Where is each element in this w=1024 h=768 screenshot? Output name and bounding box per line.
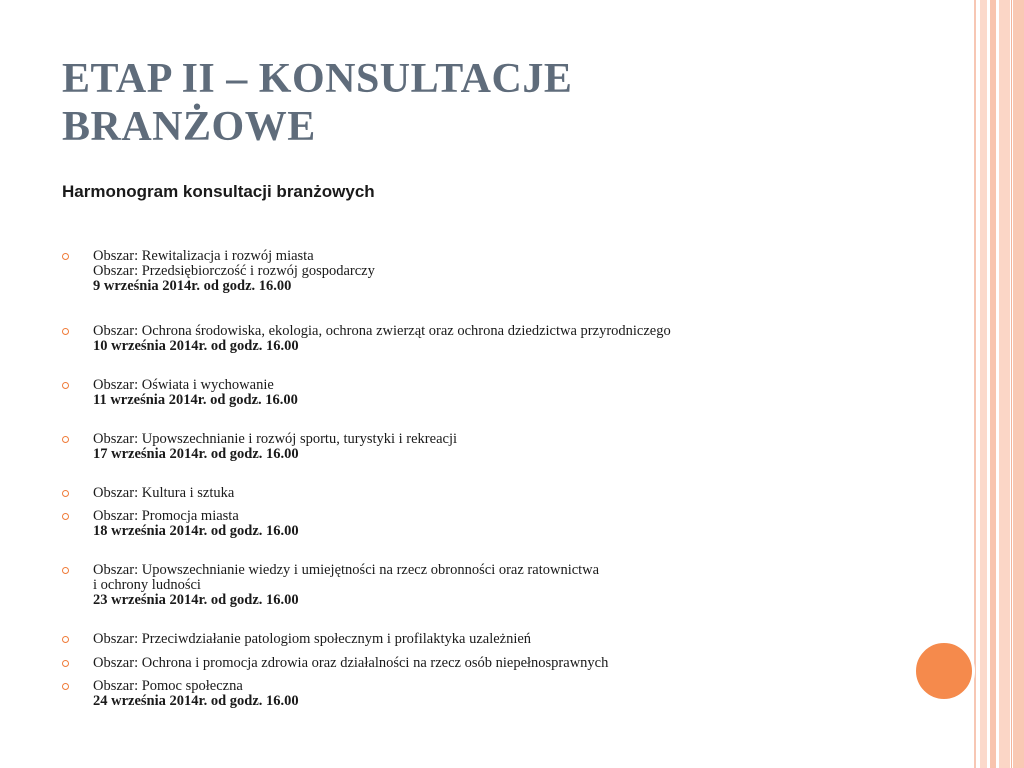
schedule-item [62, 509, 922, 539]
decor-circle-icon [913, 640, 975, 702]
area-label: Obszar: Przedsiębiorczość i rozwój gospodarczy [93, 263, 375, 279]
schedule-date: 24 września 2014r. od godz. 16.00 [93, 693, 299, 709]
area-label: Obszar: Ochrona środowiska, ekologia, ochrona zwierząt oraz ochrona dziedzictwa przyrodniczego [93, 323, 671, 339]
schedule-item [62, 249, 922, 294]
area-label: Obszar: Upowszechnianie wiedzy i umiejętności na rzecz obronności oraz ratownictwa [93, 562, 600, 578]
slide-title [62, 55, 942, 151]
area-label: i ochrony ludności [93, 577, 201, 593]
area-label: Obszar: Kultura i sztuka [93, 485, 235, 501]
bullet-icon [62, 683, 69, 690]
schedule-item [62, 432, 922, 462]
decor-stripe [1011, 0, 1012, 768]
schedule-item [62, 632, 922, 647]
area-label: Obszar: Oświata i wychowanie [93, 377, 274, 393]
slide-title-line-1: ETAP II – KONSULTACJE [62, 56, 573, 102]
schedule-item [62, 324, 922, 354]
schedule-item [62, 679, 922, 709]
bullet-icon [62, 660, 69, 667]
schedule-date: 11 września 2014r. od godz. 16.00 [93, 392, 298, 408]
decor-stripe [980, 0, 987, 768]
schedule-item [62, 656, 922, 671]
decor-stripe [999, 0, 1010, 768]
decor-stripe [990, 0, 996, 768]
decor-stripe [1013, 0, 1024, 768]
schedule-list [62, 249, 922, 709]
schedule-date: 17 września 2014r. od godz. 16.00 [93, 446, 299, 462]
area-label: Obszar: Pomoc społeczna [93, 678, 243, 694]
bullet-icon [62, 490, 69, 497]
schedule-date: 23 września 2014r. od godz. 16.00 [93, 592, 299, 608]
bullet-icon [62, 328, 69, 335]
area-label: Obszar: Promocja miasta [93, 508, 239, 524]
schedule-item [62, 378, 922, 408]
schedule-date: 10 września 2014r. od godz. 16.00 [93, 338, 299, 354]
schedule-item [62, 563, 922, 608]
area-label: Obszar: Ochrona i promocja zdrowia oraz działalności na rzecz osób niepełnosprawnych [93, 655, 609, 671]
schedule-date: 9 września 2014r. od godz. 16.00 [93, 278, 292, 294]
schedule-item [62, 486, 922, 501]
bullet-icon [62, 253, 69, 260]
area-label: Obszar: Rewitalizacja i rozwój miasta [93, 248, 314, 264]
area-label: Obszar: Przeciwdziałanie patologiom społecznym i profilaktyka uzależnień [93, 631, 532, 647]
bullet-icon [62, 513, 69, 520]
slide-subtitle: Harmonogram konsultacji branżowych [62, 182, 375, 201]
bullet-icon [62, 567, 69, 574]
bullet-icon [62, 436, 69, 443]
bullet-icon [62, 636, 69, 643]
bullet-icon [62, 382, 69, 389]
slide-title-line-2: BRANŻOWE [62, 104, 316, 150]
area-label: Obszar: Upowszechnianie i rozwój sportu, turystyki i rekreacji [93, 431, 458, 447]
schedule-date: 18 września 2014r. od godz. 16.00 [93, 523, 299, 539]
decor-stripe [974, 0, 976, 768]
